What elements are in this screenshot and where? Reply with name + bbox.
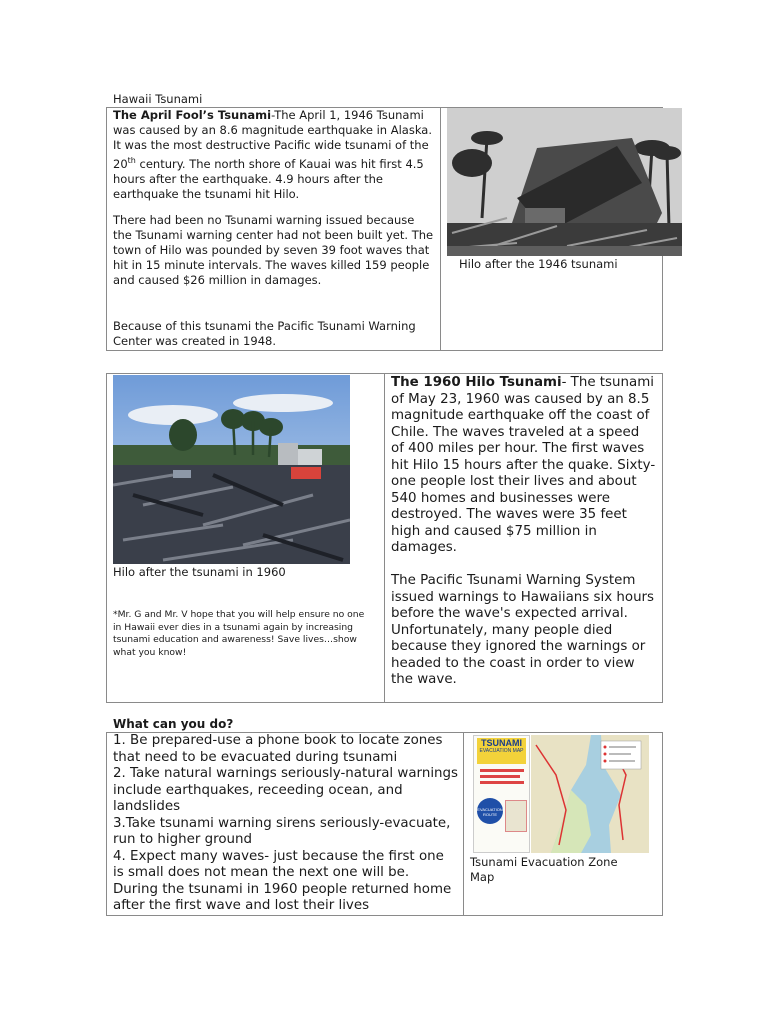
evacuation-brochure <box>473 735 530 853</box>
list-item: 4. Expect many waves- just because the first one is small does not mean the next one will be. During the tsunami in 1960 people returned home after the first wave and lost their lives <box>113 848 452 913</box>
section-1960-para2: The Pacific Tsunami Warning System issued warnings to Hawaiians six hours before the wave's expected arrival. Unfortunately, many people died because they ignored the warnings or headed to the coast in order to view the wave. <box>391 573 655 687</box>
brochure-title: TSUNAMI <box>481 738 522 748</box>
brochure-text-line <box>480 781 524 784</box>
brochure-text-line <box>480 769 524 772</box>
brochure-title-band <box>477 738 526 764</box>
awareness-note: *Mr. G and Mr. V hope that you will help ensure no one in Hawaii ever dies in a tsunami again by increasing tsunami education and awareness! Save lives…show what you know! <box>113 609 365 658</box>
evacuation-badge-label: EVACUATION ROUTE <box>477 807 503 817</box>
table-1960-divider <box>384 373 385 703</box>
map-caption: Tsunami Evacuation Zone Map <box>470 855 618 884</box>
section-1960-para1 <box>391 375 656 557</box>
section-1946-intro-end: century. The north shore of Kauai was hit first 4.5 hours after the earthquake. 4.9 hours after the earthquake the tsunami hit Hilo. <box>113 156 424 201</box>
evacuation-map-drawing <box>531 735 649 853</box>
page-title: Hawaii Tsunami <box>113 92 203 106</box>
photo-hilo-1946 <box>447 108 682 256</box>
what-to-do-list <box>113 733 458 915</box>
section-1946-para2: There had been no Tsunami warning issued because the Tsunami warning center had not been built yet. The town of Hilo was pounded by seven 39 foot waves that hit in 15 minute intervals. The waves killed 159 people and caused $26 million in damages. <box>113 213 434 287</box>
photo-hilo-1946-drawing <box>447 108 682 256</box>
section-1960-heading: The 1960 Hilo Tsunami <box>391 375 562 390</box>
evacuation-map-image <box>470 735 649 853</box>
section-1946-heading: The April Fool’s Tsunami <box>113 108 272 122</box>
list-item: 3.Take tsunami warning sirens seriously-evacuate, run to higher ground <box>113 815 451 847</box>
superscript-th: th <box>127 156 136 165</box>
what-can-you-do-heading: What can you do? <box>113 717 234 731</box>
section-1946-intro <box>113 108 435 202</box>
section-1946-intro-text: -The April 1, 1946 Tsunami was caused by an 8.6 magnitude earthquake in Alaska. It was the most destructive Pacific wide tsunami of the 20 <box>113 108 433 171</box>
photo-hilo-1960 <box>113 375 350 564</box>
caption-1960: Hilo after the tsunami in 1960 <box>113 565 286 579</box>
table-what-to-do-divider <box>463 732 464 916</box>
table-1946-divider <box>440 107 441 351</box>
evacuation-route-badge <box>477 798 503 824</box>
brochure-subtitle: EVACUATION MAP <box>479 748 524 754</box>
brochure-text-line <box>480 775 520 778</box>
list-item: 1. Be prepared-use a phone book to locate zones that need to be evacuated during tsunami <box>113 733 443 765</box>
caption-1946: Hilo after the 1946 tsunami <box>459 257 618 271</box>
photo-hilo-1960-drawing <box>113 375 350 564</box>
list-item: 2. Take natural warnings seriously-natural warnings include earthquakes, receeding ocean, and landslides <box>113 766 458 814</box>
section-1946-para3: Because of this tsunami the Pacific Tsunami Warning Center was created in 1948. <box>113 319 416 348</box>
brochure-legend <box>505 800 527 832</box>
section-1960-para1-text: - The tsunami of May 23, 1960 was caused by an 8.5 magnitude earthquake off the coast of Chile. The waves traveled at a speed of 400 miles per hour. The first waves hit Hilo 15 hours after the quake. Sixty-one people lost their lives and about 540 homes and businesses were destroyed. The waves were 35 feet high and caused $75 million in damages. <box>391 375 656 555</box>
